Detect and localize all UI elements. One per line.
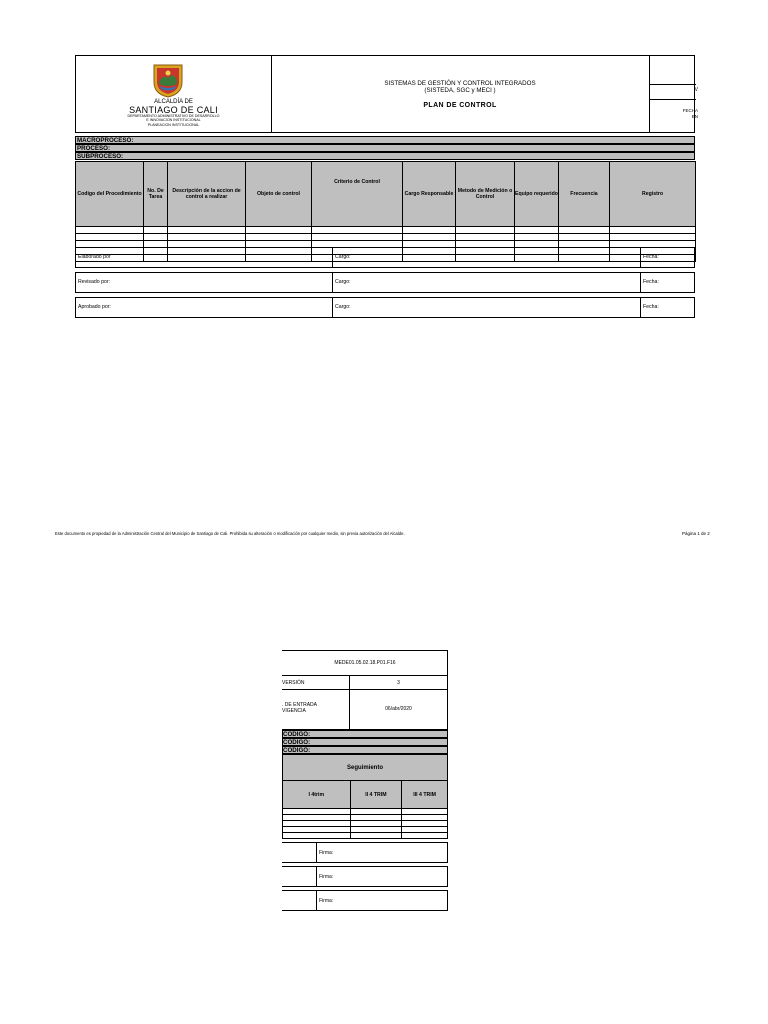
document-header bbox=[75, 55, 698, 133]
aprobado-block bbox=[75, 297, 695, 318]
table-row[interactable] bbox=[283, 833, 448, 839]
column-header: Objeto de control bbox=[246, 162, 312, 227]
elaborado-label: Elaborado por bbox=[78, 254, 111, 260]
column-header: Descripción de la accion de control a realizar bbox=[168, 162, 246, 227]
plan-title: PLAN DE CONTROL bbox=[423, 102, 497, 109]
divider bbox=[640, 248, 641, 267]
aprobado-label: Aprobado por: bbox=[78, 304, 111, 310]
column-header: Equipo requerido bbox=[515, 162, 559, 227]
version-value: 3 bbox=[397, 680, 400, 686]
divider bbox=[332, 248, 333, 267]
firma-block bbox=[282, 890, 448, 911]
divider bbox=[650, 99, 696, 100]
cargo-label: Cargo: bbox=[335, 304, 351, 310]
fecha-row bbox=[282, 689, 448, 730]
cargo-label: Cargo: bbox=[335, 279, 351, 285]
trim-1-header: I 4trim bbox=[283, 781, 351, 809]
fecha-fragment bbox=[683, 108, 698, 120]
divider bbox=[316, 891, 317, 910]
logo-cell bbox=[76, 56, 272, 132]
column-header: Frecuencia bbox=[559, 162, 610, 227]
divider bbox=[316, 843, 317, 862]
department-line-1: DEPARTAMENTO ADMINISTRATIVO DE DESARROLLO bbox=[127, 114, 220, 118]
title-cell bbox=[271, 56, 650, 132]
table-row[interactable] bbox=[76, 234, 696, 241]
codigo-bar: CODIGO: bbox=[282, 746, 448, 754]
version-row bbox=[282, 675, 448, 690]
revisado-label: Revisado por: bbox=[78, 279, 111, 285]
revisado-block bbox=[75, 272, 695, 293]
department-line-2: E INNOVACION INSTITUCIONAL bbox=[146, 118, 201, 123]
seguimiento-table bbox=[282, 754, 448, 839]
fecha-label: Fecha: bbox=[643, 279, 659, 285]
firma-block bbox=[282, 842, 448, 863]
fecha-label bbox=[282, 702, 317, 714]
macroproceso-bar: MACROPROCESO: bbox=[75, 136, 695, 144]
systems-title bbox=[271, 80, 649, 94]
trim-2-header: II 4 TRIM bbox=[350, 781, 402, 809]
proceso-bar: PROCESO: bbox=[75, 144, 695, 152]
elaborado-block bbox=[75, 247, 695, 268]
code-cell-truncated bbox=[650, 56, 696, 132]
fecha-fragment-line-1: FECHA bbox=[682, 108, 698, 113]
codigo-bar: CODIGO: bbox=[282, 738, 448, 746]
subproceso-bar: SUBPROCESO: bbox=[75, 152, 695, 160]
seguimiento-header: Seguimiento bbox=[283, 755, 448, 781]
page-number: Página 1 de 2 bbox=[682, 531, 710, 536]
systems-line-1: SISTEMAS DE GESTIÓN Y CONTROL INTEGRADOS bbox=[384, 80, 536, 87]
firma-label: Firma: bbox=[319, 874, 334, 880]
column-header: Metodo de Medición o Control bbox=[456, 162, 515, 227]
divider bbox=[640, 298, 641, 317]
divider bbox=[316, 867, 317, 886]
divider bbox=[332, 298, 333, 317]
department-label bbox=[76, 114, 271, 127]
alcaldia-label: ALCALDÍA DE bbox=[154, 99, 193, 105]
department-line-3: PLANEACION INSTITUCIONAL bbox=[147, 122, 200, 127]
codigo-bar: CODIGO: bbox=[282, 730, 448, 738]
fecha-value: 06/abr/2020 bbox=[385, 706, 412, 712]
fecha-label-line-2: VIGENCIA bbox=[282, 708, 306, 714]
systems-line-2: (SISTEDA, SGC y MECI ) bbox=[424, 87, 496, 94]
cargo-label: Cargo: bbox=[335, 254, 351, 260]
column-header: Cargo Responsable bbox=[403, 162, 456, 227]
firma-block bbox=[282, 866, 448, 887]
version-fragment: V bbox=[694, 87, 698, 93]
fecha-label-line-1: . DE ENTRADA bbox=[282, 702, 318, 708]
divider bbox=[650, 84, 696, 85]
firma-label: Firma: bbox=[319, 898, 334, 904]
column-header: No. De Tarea bbox=[144, 162, 168, 227]
fecha-label: Fecha: bbox=[643, 304, 659, 310]
column-header: Criterio de Control bbox=[312, 162, 403, 227]
document-code: MEDE01.05.02.18.P01.F16 bbox=[334, 660, 396, 666]
divider bbox=[332, 273, 333, 292]
divider bbox=[640, 273, 641, 292]
firma-label: Firma: bbox=[319, 850, 334, 856]
fecha-fragment-line-2: EN bbox=[691, 114, 698, 119]
santiago-de-cali-label: SANTIAGO DE CALI bbox=[129, 105, 218, 115]
column-header: Registro bbox=[610, 162, 696, 227]
page-2-fragment bbox=[282, 650, 448, 912]
coat-of-arms-icon bbox=[151, 62, 185, 98]
version-label: VERSIÓN bbox=[282, 680, 305, 686]
code-box bbox=[282, 650, 448, 676]
column-header: Codigo del Procedimiento bbox=[76, 162, 144, 227]
table-row[interactable] bbox=[76, 227, 696, 234]
footer-disclaimer: Este documento es propiedad de la Administración Central del Municipio de Santiago de Cali. Prohibida su alteración o modificación por cualquier medio, sin previa autorización del Alcalde. bbox=[55, 531, 405, 536]
trim-3-header: III 4 TRIM bbox=[402, 781, 448, 809]
fecha-label: Fecha: bbox=[643, 254, 659, 260]
table-header-row bbox=[76, 162, 696, 227]
